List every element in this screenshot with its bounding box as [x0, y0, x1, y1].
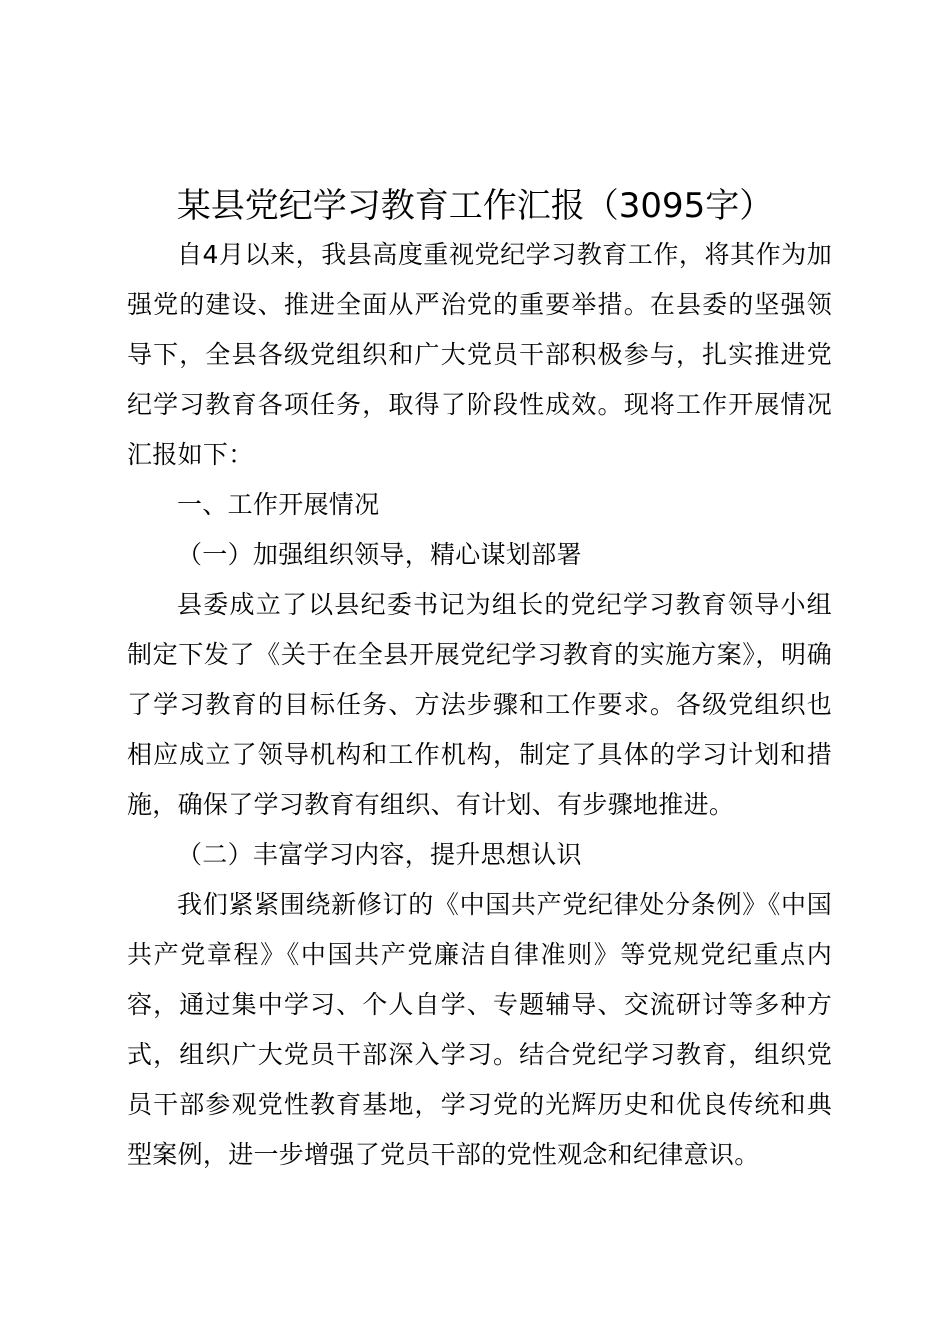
document-body — [127, 230, 832, 1180]
document-title: 某县党纪学习教育工作汇报（3095字） — [176, 186, 774, 226]
subsection-heading-1: （一）加强组织领导，精心谋划部署 — [177, 540, 582, 569]
section-heading-1: 一、工作开展情况 — [177, 490, 380, 519]
subsection-paragraph-2: 我们紧紧围绕新修订的《中国共产党纪律处分条例》《中国共产党章程》《中国共产党廉洁自律准则》等党规党纪重点内容，通过集中学习、个人自学、专题辅导、交流研讨等多种方式，组织广大党员干部深入学习。结合党纪学习教育，组织党员干部参观党性教育基地，学习党的光辉历史和优良传统和典型案例，进一步增强了党员干部的党性观念和纪律意识。 — [127, 890, 832, 1169]
intro-paragraph: 自4月以来，我县高度重视党纪学习教育工作，将其作为加强党的建设、推进全面从严治党的重要举措。在县委的坚强领导下，全县各级党组织和广大党员干部积极参与，扎实推进党纪学习教育各项任务，取得了阶段性成效。现将工作开展情况汇报如下： — [127, 240, 832, 469]
subsection-heading-2: （二）丰富学习内容，提升思想认识 — [177, 840, 582, 869]
subsection-paragraph-1: 县委成立了以县纪委书记为组长的党纪学习教育领导小组制定下发了《关于在全县开展党纪学习教育的实施方案》，明确了学习教育的目标任务、方法步骤和工作要求。各级党组织也相应成立了领导机构和工作机构，制定了具体的学习计划和措施，确保了学习教育有组织、有计划、有步骤地推进。 — [127, 590, 832, 819]
